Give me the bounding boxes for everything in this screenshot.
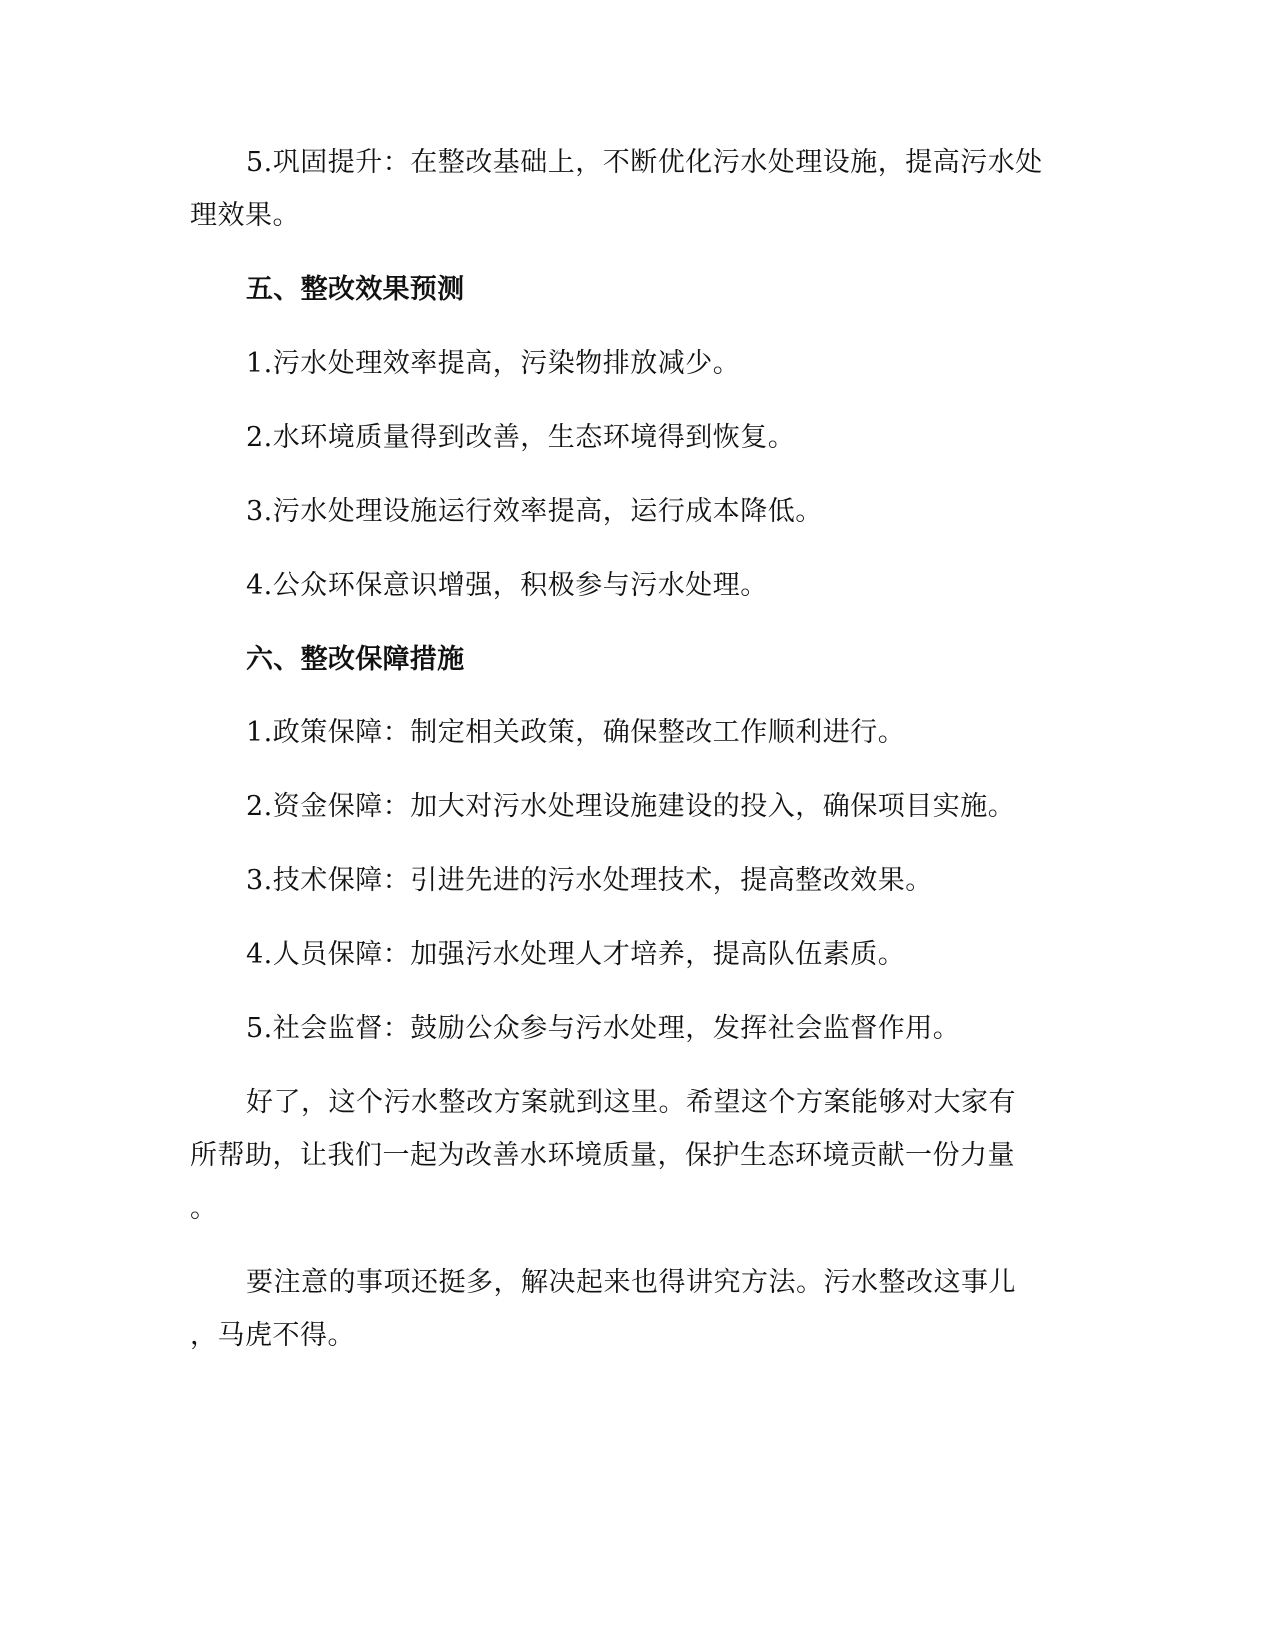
list-item-safeguard-3: 3.技术保障：引进先进的污水处理技术，提高整改效果。: [246, 865, 933, 896]
paragraph-consolidate-line-2: 理效果。: [190, 200, 300, 231]
closing-paragraph-line-3: 。: [190, 1193, 218, 1224]
note-paragraph-line-1: 要注意的事项还挺多，解决起来也得讲究方法。污水整改这事儿: [246, 1267, 1016, 1298]
note-paragraph-line-2: ，马虎不得。: [190, 1320, 355, 1351]
paragraph-consolidate-line-1: 5.巩固提升：在整改基础上，不断优化污水处理设施，提高污水处: [246, 147, 1043, 178]
list-item-safeguard-2: 2.资金保障：加大对污水处理设施建设的投入，确保项目实施。: [246, 791, 1016, 822]
list-item-forecast-2: 2.水环境质量得到改善，生态环境得到恢复。: [246, 422, 796, 453]
list-item-safeguard-4: 4.人员保障：加强污水处理人才培养，提高队伍素质。: [246, 939, 906, 970]
list-item-forecast-3: 3.污水处理设施运行效率提高，运行成本降低。: [246, 496, 823, 527]
list-item-safeguard-5: 5.社会监督：鼓励公众参与污水处理，发挥社会监督作用。: [246, 1013, 961, 1044]
section-heading-safeguards: 六、整改保障措施: [246, 644, 465, 675]
closing-paragraph-line-2: 所帮助，让我们一起为改善水环境质量，保护生态环境贡献一份力量: [190, 1140, 1015, 1171]
list-item-forecast-1: 1.污水处理效率提高，污染物排放减少。: [246, 348, 741, 379]
closing-paragraph-line-1: 好了，这个污水整改方案就到这里。希望这个方案能够对大家有: [246, 1087, 1016, 1118]
list-item-forecast-4: 4.公众环保意识增强，积极参与污水处理。: [246, 570, 768, 601]
list-item-safeguard-1: 1.政策保障：制定相关政策，确保整改工作顺利进行。: [246, 717, 906, 748]
section-heading-effect-forecast: 五、整改效果预测: [246, 274, 465, 305]
